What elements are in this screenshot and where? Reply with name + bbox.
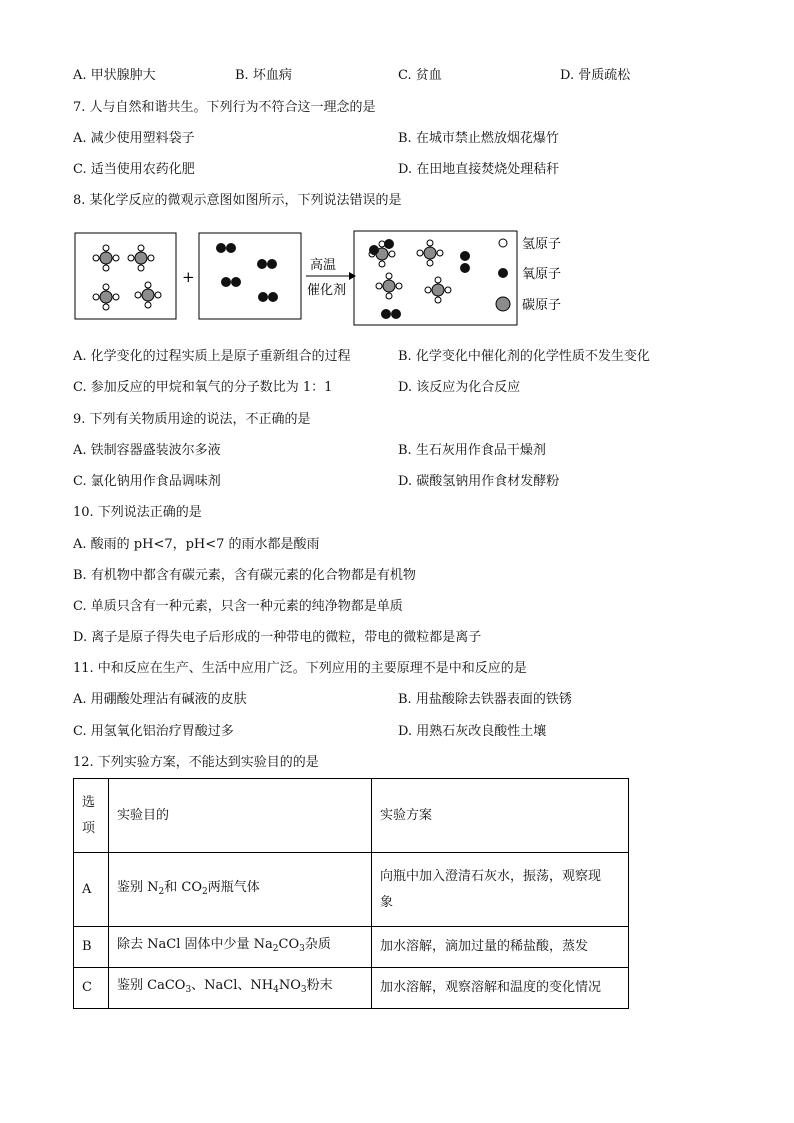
hydrogen-atom: [103, 284, 109, 290]
methane-molecule: [93, 245, 119, 271]
q8-option-d: D. 该反应为化合反应: [398, 380, 521, 395]
legend-oxygen-symbol: [498, 268, 508, 278]
experiment-table: [73, 778, 629, 1009]
hydrogen-atom: [113, 255, 119, 261]
hydrogen-atom: [93, 255, 99, 261]
methane-molecule: [128, 245, 154, 271]
row-option: C: [74, 968, 109, 1009]
header-plan: 实验方案: [372, 779, 629, 853]
q9-option-d: D. 碳酸氢钠用作食材发酵粉: [398, 474, 560, 489]
hydrogen-atom: [113, 294, 119, 300]
hydrogen-atom: [128, 255, 134, 261]
carbon-atom: [383, 280, 395, 292]
hydrogen-atom: [103, 304, 109, 310]
q10-option-c: C. 单质只含有一种元素，只含一种元素的纯净物都是单质: [73, 599, 403, 614]
row-plan: 向瓶中加入澄清石灰水，振荡，观察现 象: [372, 853, 629, 927]
carbon-atom: [424, 247, 436, 259]
methane-molecule: [376, 273, 402, 299]
q8-option-c: C. 参加反应的甲烷和氧气的分子数比为 1：1: [73, 380, 333, 395]
table-header-row: [74, 779, 629, 853]
row-purpose: 除去 NaCl 固体中少量 $Na_2CO_3$杂质: [109, 927, 372, 968]
header-purpose: 实验目的: [109, 779, 372, 853]
legend-hydrogen-label: 氢原子: [522, 237, 562, 252]
q9-option-c: C. 氯化钠用作食品调味剂: [73, 474, 221, 489]
legend-carbon-label: 碳原子: [522, 298, 562, 313]
reactant-box-methane: [75, 233, 176, 319]
carbon-atom: [142, 289, 154, 301]
plus-sign: +: [182, 268, 195, 286]
q7-option-a: A. 减少使用塑料袋子: [73, 131, 195, 146]
methane-molecule: [417, 240, 443, 266]
q8-option-a: A. 化学变化的过程实质上是原子重新组合的过程: [73, 349, 351, 364]
oxygen-molecule: [460, 251, 470, 273]
q10-option-a: A. 酸雨的 pH<7，pH<7 的雨水都是酸雨: [73, 537, 320, 552]
q9-stem: 9. 下列有关物质用途的说法，不正确的是: [73, 412, 311, 427]
q7-option-c: C. 适当使用农药化肥: [73, 162, 195, 177]
hydrogen-atom: [135, 292, 141, 298]
q11-option-b: B. 用盐酸除去铁器表面的铁锈: [398, 692, 572, 707]
q11-option-d: D. 用熟石灰改良酸性土壤: [398, 724, 547, 739]
q6-option-a: A. 甲状腺肿大: [73, 68, 156, 83]
condition-high-temperature: 高温: [310, 258, 337, 273]
q6-option-b: B. 坏血病: [235, 68, 292, 83]
hydrogen-atom: [103, 265, 109, 271]
oxygen-molecule: [381, 309, 401, 319]
q7-stem: 7. 人与自然和谐共生。下列行为不符合这一理念的是: [73, 100, 376, 115]
row-plan: 加水溶解，观察溶解和温度的变化情况: [372, 968, 629, 1009]
carbon-atom: [135, 252, 147, 264]
hydrogen-atom: [93, 294, 99, 300]
table-row: [74, 968, 629, 1009]
legend-carbon-symbol: [496, 297, 510, 311]
oxygen-molecule: [258, 292, 278, 302]
hydrogen-atom: [138, 245, 144, 251]
hydrogen-atom: [155, 292, 161, 298]
legend-hydrogen-symbol: [499, 239, 507, 247]
oxygen-molecule: [216, 243, 236, 253]
hydrogen-atom: [148, 255, 154, 261]
hydrogen-atom: [145, 282, 151, 288]
q8-stem: 8. 某化学反应的微观示意图如图所示，下列说法错误的是: [73, 193, 402, 208]
q10-stem: 10. 下列说法正确的是: [73, 505, 202, 520]
methane-molecule: [425, 277, 451, 303]
q10-option-b: B. 有机物中都含有碳元素，含有碳元素的化合物都是有机物: [73, 568, 416, 583]
condition-catalyst: 催化剂: [307, 283, 347, 298]
q10-option-d: D. 离子是原子得失电子后形成的一种带电的微粒，带电的微粒都是离子: [73, 630, 482, 645]
carbon-atom: [432, 284, 444, 296]
q12-stem: 12. 下列实验方案，不能达到实验目的的是: [73, 755, 319, 770]
q9-option-b: B. 生石灰用作食品干燥剂: [398, 443, 546, 458]
row-option: A: [74, 853, 109, 927]
row-plan: 加水溶解，滴加过量的稀盐酸，蒸发: [372, 927, 629, 968]
q7-option-d: D. 在田地直接焚烧处理秸秆: [398, 162, 560, 177]
legend-oxygen-label: 氧原子: [522, 267, 562, 282]
methane-molecule: [135, 282, 161, 308]
row-purpose: 鉴别 CaCO$_3$、NaCl、$NH_4NO_3$粉末: [109, 968, 372, 1009]
carbon-atom: [100, 291, 112, 303]
q6-option-c: C. 贫血: [398, 68, 442, 83]
header-option: 选 项: [74, 779, 109, 853]
oxygen-molecule: [257, 259, 277, 269]
row-purpose: 鉴别 $N_2$和 $CO_2$两瓶气体: [109, 853, 372, 927]
table-row: [74, 927, 629, 968]
carbon-atom: [100, 252, 112, 264]
hydrogen-atom: [138, 265, 144, 271]
methane-molecule: [93, 284, 119, 310]
q8-option-b: B. 化学变化中催化剂的化学性质不发生变化: [398, 349, 650, 364]
row-option: B: [74, 927, 109, 968]
q9-option-a: A. 铁制容器盛装波尔多液: [73, 443, 221, 458]
hydrogen-atom: [103, 245, 109, 251]
table-row: [74, 853, 629, 927]
oxygen-molecule: [221, 277, 241, 287]
q6-option-d: D. 骨质疏松: [560, 68, 631, 83]
q11-stem: 11. 中和反应在生产、生活中应用广泛。下列应用的主要原理不是中和反应的是: [73, 661, 527, 676]
hydrogen-atom: [145, 302, 151, 308]
q11-option-a: A. 用硼酸处理沾有碱液的皮肤: [73, 692, 247, 707]
reaction-diagram: [60, 224, 700, 328]
reactant-box-oxygen: [199, 233, 301, 319]
q7-option-b: B. 在城市禁止燃放烟花爆竹: [398, 131, 559, 146]
q11-option-c: C. 用氢氧化铝治疗胃酸过多: [73, 724, 234, 739]
